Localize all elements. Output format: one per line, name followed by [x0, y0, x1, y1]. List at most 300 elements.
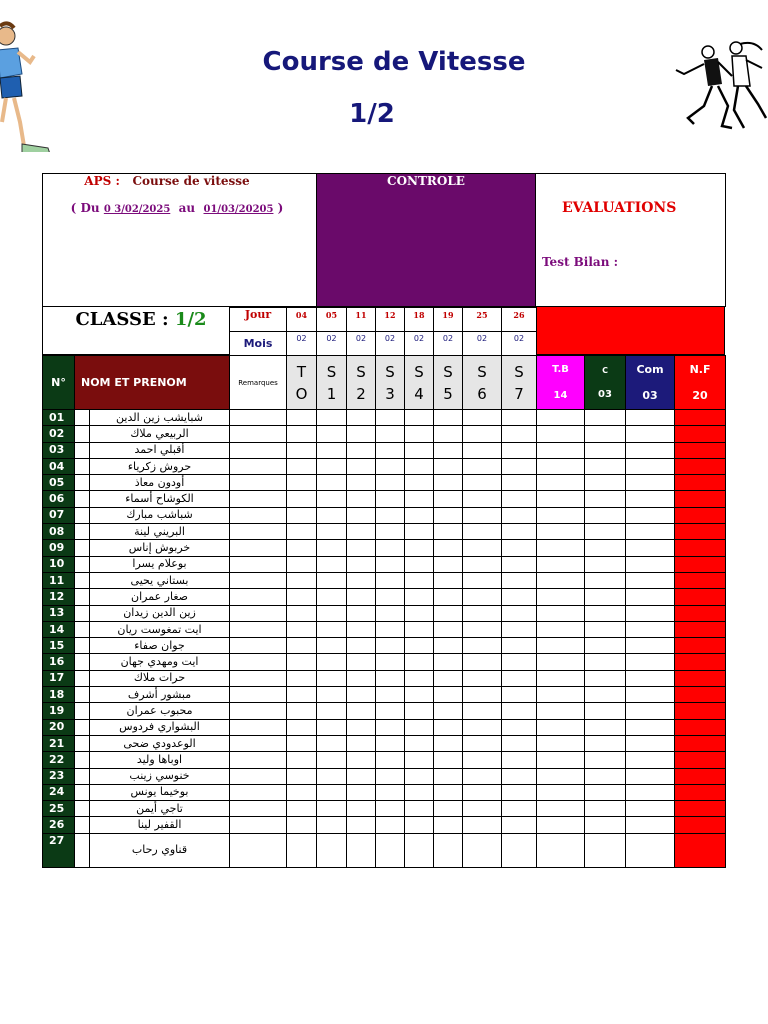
jour-cell: 11: [347, 308, 376, 332]
session-cell: [287, 524, 317, 540]
session-char: 4: [414, 384, 424, 403]
student-name: خربوش إناس: [90, 540, 230, 556]
tb-cell: [537, 638, 585, 654]
com-cell: [626, 621, 675, 637]
row-spacer: [75, 410, 90, 426]
jour-cell: 12: [376, 308, 405, 332]
c-cell: [585, 638, 626, 654]
session-char: O: [295, 384, 308, 403]
runner-icon: [0, 12, 56, 152]
nf-cell: [675, 784, 726, 800]
student-name: تاجي أيمن: [90, 801, 230, 817]
c-cell: [585, 752, 626, 768]
session-cell: [502, 572, 537, 588]
session-cell: [376, 442, 405, 458]
session-cell: [317, 491, 347, 507]
tb-cell: [537, 475, 585, 491]
com-value: 03: [642, 388, 658, 402]
session-cell: [347, 621, 376, 637]
tb-cell: [537, 572, 585, 588]
table-row: [43, 703, 726, 719]
row-spacer: [75, 605, 90, 621]
session-cell: [502, 703, 537, 719]
session-cell: [405, 687, 434, 703]
remarques-cell: [230, 833, 287, 867]
session-cell: [502, 524, 537, 540]
session-cell: [347, 703, 376, 719]
student-name: ايت ومهدي جهان: [90, 654, 230, 670]
table-row: [43, 817, 726, 833]
row-number: 06: [43, 491, 75, 507]
row-spacer: [75, 458, 90, 474]
session-cell: [434, 491, 463, 507]
session-cell: [317, 524, 347, 540]
com-cell: [626, 719, 675, 735]
student-name: البشواري فردوس: [90, 719, 230, 735]
session-cell: [434, 410, 463, 426]
col-s7: [502, 356, 537, 410]
session-cell: [502, 752, 537, 768]
remarques-cell: [230, 801, 287, 817]
nf-cell: [675, 817, 726, 833]
row-number: 27: [43, 833, 75, 867]
session-cell: [317, 621, 347, 637]
session-cell: [434, 719, 463, 735]
row-spacer: [75, 426, 90, 442]
red-header-box: [536, 307, 725, 355]
session-cell: [317, 784, 347, 800]
evaluations-label: EVALUATIONS: [562, 200, 677, 216]
session-cell: [317, 703, 347, 719]
table-row: [43, 556, 726, 572]
table-row: [43, 458, 726, 474]
com-cell: [626, 589, 675, 605]
session-cell: [287, 768, 317, 784]
session-cell: [405, 735, 434, 751]
mois-cell: 02: [502, 332, 537, 356]
session-cell: [376, 605, 405, 621]
session-cell: [347, 475, 376, 491]
classe-label: CLASSE :: [75, 309, 169, 330]
session-cell: [287, 589, 317, 605]
session-cell: [376, 654, 405, 670]
remarques-cell: [230, 687, 287, 703]
session-cell: [376, 784, 405, 800]
com-cell: [626, 442, 675, 458]
c-cell: [585, 589, 626, 605]
c-cell: [585, 426, 626, 442]
com-label: Com: [636, 362, 664, 376]
c-cell: [585, 654, 626, 670]
jour-cell: 18: [405, 308, 434, 332]
session-cell: [405, 572, 434, 588]
session-cell: [347, 556, 376, 572]
remarques-cell: [230, 426, 287, 442]
session-cell: [405, 817, 434, 833]
session-cell: [463, 719, 502, 735]
session-char: S: [385, 362, 395, 381]
session-cell: [317, 426, 347, 442]
com-cell: [626, 540, 675, 556]
remarques-cell: [230, 458, 287, 474]
com-cell: [626, 752, 675, 768]
nf-cell: [675, 589, 726, 605]
session-cell: [463, 605, 502, 621]
nf-cell: [675, 458, 726, 474]
session-cell: [405, 670, 434, 686]
col-s2: [347, 356, 376, 410]
session-cell: [463, 556, 502, 572]
row-spacer: [75, 540, 90, 556]
col-name: NOM ET PRENOM: [75, 356, 230, 410]
row-number: 14: [43, 621, 75, 637]
student-name: مبشور أشرف: [90, 687, 230, 703]
session-cell: [463, 817, 502, 833]
com-cell: [626, 638, 675, 654]
session-cell: [405, 524, 434, 540]
session-cell: [463, 735, 502, 751]
c-cell: [585, 556, 626, 572]
col-s5: [434, 356, 463, 410]
col-remarques: Remarques: [230, 356, 287, 410]
student-name: ايت تمغوست ريان: [90, 621, 230, 637]
session-char: 1: [326, 384, 337, 403]
session-cell: [434, 735, 463, 751]
session-cell: [463, 833, 502, 867]
session-cell: [434, 687, 463, 703]
row-number: 08: [43, 524, 75, 540]
session-cell: [463, 638, 502, 654]
com-cell: [626, 784, 675, 800]
row-number: 19: [43, 703, 75, 719]
session-cell: [317, 458, 347, 474]
nf-cell: [675, 475, 726, 491]
session-cell: [376, 638, 405, 654]
row-number: 07: [43, 507, 75, 523]
tb-cell: [537, 540, 585, 556]
session-cell: [502, 638, 537, 654]
student-name: بوخيما يونس: [90, 784, 230, 800]
mois-cell: 02: [347, 332, 376, 356]
table-row: [43, 589, 726, 605]
date-header-table: [229, 307, 537, 356]
mois-row: [230, 332, 537, 356]
com-cell: [626, 491, 675, 507]
session-cell: [463, 801, 502, 817]
jour-cell: 25: [463, 308, 502, 332]
com-cell: [626, 426, 675, 442]
student-name: حرات ملاك: [90, 670, 230, 686]
row-number: 01: [43, 410, 75, 426]
row-number: 16: [43, 654, 75, 670]
com-cell: [626, 817, 675, 833]
row-number: 26: [43, 817, 75, 833]
session-cell: [347, 442, 376, 458]
session-cell: [287, 621, 317, 637]
session-cell: [405, 638, 434, 654]
tb-cell: [537, 556, 585, 572]
date-from: 0 3/02/2025: [103, 204, 171, 215]
com-cell: [626, 654, 675, 670]
nf-cell: [675, 719, 726, 735]
remarques-cell: [230, 524, 287, 540]
classe-line: [42, 309, 240, 330]
tb-label: T.B: [552, 363, 569, 375]
student-name: بستاني يحيى: [90, 572, 230, 588]
session-cell: [287, 458, 317, 474]
mois-cell: 02: [376, 332, 405, 356]
session-cell: [502, 735, 537, 751]
nf-cell: [675, 735, 726, 751]
session-cell: [502, 605, 537, 621]
session-cell: [317, 768, 347, 784]
session-char: 3: [385, 384, 395, 403]
remarques-cell: [230, 589, 287, 605]
remarques-cell: [230, 703, 287, 719]
tb-cell: [537, 833, 585, 867]
session-cell: [434, 768, 463, 784]
com-cell: [626, 605, 675, 621]
table-row: [43, 687, 726, 703]
session-cell: [463, 670, 502, 686]
tb-cell: [537, 768, 585, 784]
nf-cell: [675, 556, 726, 572]
session-cell: [405, 491, 434, 507]
student-name: حروش زكرياء: [90, 458, 230, 474]
session-cell: [434, 524, 463, 540]
tb-cell: [537, 654, 585, 670]
remarques-cell: [230, 572, 287, 588]
com-cell: [626, 735, 675, 751]
session-cell: [317, 735, 347, 751]
session-cell: [502, 540, 537, 556]
row-number: 23: [43, 768, 75, 784]
tb-cell: [537, 621, 585, 637]
row-spacer: [75, 556, 90, 572]
session-cell: [502, 801, 537, 817]
session-cell: [405, 654, 434, 670]
session-cell: [434, 801, 463, 817]
tb-cell: [537, 801, 585, 817]
com-cell: [626, 475, 675, 491]
session-cell: [502, 784, 537, 800]
col-tb: [537, 356, 585, 410]
row-spacer: [75, 524, 90, 540]
row-number: 15: [43, 638, 75, 654]
col-c: [585, 356, 626, 410]
c-cell: [585, 458, 626, 474]
session-cell: [317, 605, 347, 621]
tb-cell: [537, 426, 585, 442]
session-cell: [287, 833, 317, 867]
row-spacer: [75, 475, 90, 491]
session-cell: [502, 817, 537, 833]
session-cell: [434, 572, 463, 588]
c-label: C: [602, 365, 608, 375]
session-cell: [347, 491, 376, 507]
c-cell: [585, 475, 626, 491]
date-to: 01/03/20205: [203, 204, 274, 215]
session-cell: [376, 670, 405, 686]
remarques-cell: [230, 719, 287, 735]
tb-cell: [537, 817, 585, 833]
session-cell: [376, 426, 405, 442]
session-cell: [502, 426, 537, 442]
remarques-cell: [230, 605, 287, 621]
row-spacer: [75, 638, 90, 654]
classe-value: 1/2: [174, 309, 207, 330]
session-cell: [463, 491, 502, 507]
remarques-cell: [230, 784, 287, 800]
aps-line: [42, 174, 292, 188]
session-cell: [502, 768, 537, 784]
session-cell: [434, 426, 463, 442]
session-cell: [405, 556, 434, 572]
com-cell: [626, 410, 675, 426]
session-cell: [347, 605, 376, 621]
session-cell: [347, 589, 376, 605]
row-number: 05: [43, 475, 75, 491]
session-cell: [463, 589, 502, 605]
nf-cell: [675, 507, 726, 523]
aps-label: APS :: [84, 174, 120, 188]
session-cell: [463, 524, 502, 540]
tb-cell: [537, 507, 585, 523]
page-title: Course de Vitesse: [262, 47, 526, 77]
session-cell: [463, 426, 502, 442]
session-cell: [347, 572, 376, 588]
col-s0: [287, 356, 317, 410]
remarques-cell: [230, 752, 287, 768]
row-number: 20: [43, 719, 75, 735]
remarques-cell: [230, 442, 287, 458]
c-cell: [585, 572, 626, 588]
session-cell: [434, 833, 463, 867]
session-cell: [502, 833, 537, 867]
table-row: [43, 801, 726, 817]
session-cell: [463, 768, 502, 784]
session-cell: [376, 801, 405, 817]
nf-cell: [675, 833, 726, 867]
session-cell: [434, 605, 463, 621]
nf-cell: [675, 426, 726, 442]
remarques-cell: [230, 491, 287, 507]
session-cell: [347, 768, 376, 784]
nf-cell: [675, 801, 726, 817]
c-cell: [585, 833, 626, 867]
session-cell: [405, 458, 434, 474]
table-row: [43, 442, 726, 458]
session-cell: [287, 638, 317, 654]
session-cell: [502, 654, 537, 670]
nf-cell: [675, 768, 726, 784]
jour-cell: 26: [502, 308, 537, 332]
com-cell: [626, 687, 675, 703]
table-row: [43, 735, 726, 751]
session-char: T: [296, 362, 307, 381]
session-cell: [287, 475, 317, 491]
session-cell: [434, 507, 463, 523]
session-cell: [405, 719, 434, 735]
session-cell: [287, 735, 317, 751]
tb-cell: [537, 670, 585, 686]
session-cell: [317, 410, 347, 426]
session-cell: [502, 556, 537, 572]
c-cell: [585, 670, 626, 686]
table-row: [43, 638, 726, 654]
row-spacer: [75, 442, 90, 458]
session-cell: [434, 638, 463, 654]
table-row: [43, 670, 726, 686]
student-name: الكوشاح أسماء: [90, 491, 230, 507]
session-cell: [376, 410, 405, 426]
session-cell: [434, 654, 463, 670]
com-cell: [626, 524, 675, 540]
col-num: N°: [43, 356, 75, 410]
student-name: خنوسي زينب: [90, 768, 230, 784]
session-cell: [405, 410, 434, 426]
session-cell: [287, 442, 317, 458]
student-name: الربيعي ملاك: [90, 426, 230, 442]
row-spacer: [75, 670, 90, 686]
session-cell: [502, 589, 537, 605]
tb-cell: [537, 605, 585, 621]
session-cell: [463, 540, 502, 556]
tb-cell: [537, 703, 585, 719]
row-number: 25: [43, 801, 75, 817]
tb-cell: [537, 784, 585, 800]
nf-cell: [675, 540, 726, 556]
c-cell: [585, 735, 626, 751]
session-cell: [376, 589, 405, 605]
c-cell: [585, 801, 626, 817]
session-cell: [463, 687, 502, 703]
session-char: S: [514, 362, 524, 381]
col-s3: [376, 356, 405, 410]
session-cell: [347, 833, 376, 867]
session-cell: [347, 507, 376, 523]
nf-value: 20: [692, 388, 708, 402]
row-spacer: [75, 833, 90, 867]
remarques-cell: [230, 475, 287, 491]
row-spacer: [75, 719, 90, 735]
c-cell: [585, 605, 626, 621]
session-cell: [376, 768, 405, 784]
session-cell: [376, 572, 405, 588]
session-cell: [376, 491, 405, 507]
table-row: [43, 833, 726, 867]
remarques-cell: [230, 768, 287, 784]
c-cell: [585, 768, 626, 784]
session-cell: [463, 475, 502, 491]
session-cell: [463, 703, 502, 719]
student-name: شباشب مبارك: [90, 507, 230, 523]
c-value: 03: [598, 388, 612, 400]
column-header-row: [43, 356, 726, 410]
table-row: [43, 572, 726, 588]
session-cell: [376, 735, 405, 751]
com-cell: [626, 801, 675, 817]
au-label: au: [178, 201, 196, 215]
table-row: [43, 426, 726, 442]
session-cell: [287, 507, 317, 523]
col-s6: [463, 356, 502, 410]
remarques-cell: [230, 735, 287, 751]
c-cell: [585, 410, 626, 426]
session-cell: [317, 589, 347, 605]
jour-cell: 19: [434, 308, 463, 332]
com-cell: [626, 572, 675, 588]
